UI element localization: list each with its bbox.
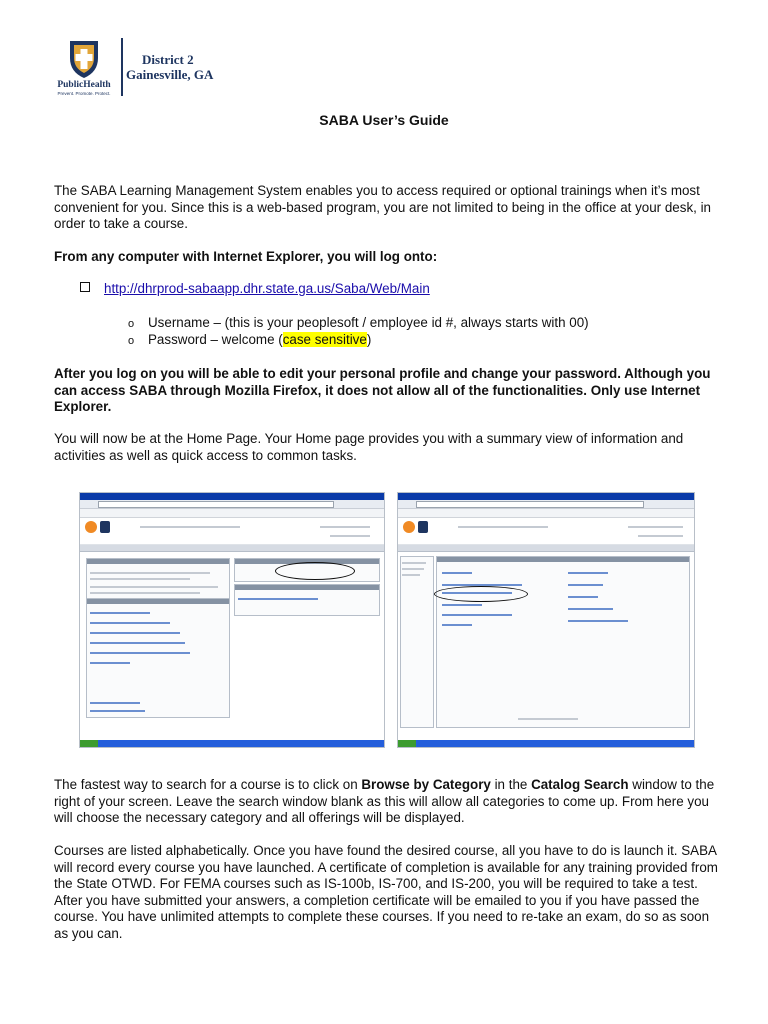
home-page-paragraph: You will now be at the Home Page. Your Home page provides you with a summary view of information and activities as well as quick access to common tasks. <box>54 431 684 463</box>
shield-icon <box>50 38 118 82</box>
header-divider <box>121 38 123 96</box>
public-health-logo <box>50 38 118 98</box>
login-url-link[interactable]: http://dhrprod-sabaapp.dhr.state.ga.us/Saba/Web/Main <box>104 281 430 296</box>
catalog-screenshot <box>397 492 695 748</box>
logo-name: PublicHealth <box>57 80 111 90</box>
district-label <box>126 52 213 82</box>
password-item <box>128 332 371 347</box>
login-url-item <box>80 281 430 296</box>
search-paragraph <box>54 777 726 827</box>
circle-bullet-icon: o <box>128 335 135 347</box>
document-header <box>50 38 310 98</box>
search-text-3: window to the right of your screen. Leave the search window blank as this will allow all categories to come up. From here you will choose the necessary category and all offerings will be displayed. <box>54 777 715 825</box>
courses-paragraph: Courses are listed alphabetically. Once you have found the desired course, all you have to do is launch it. SABA will record every course you have launched. A certificate of completion is available for any training provided from the State OTWD. For FEMA courses such as IS-100b, IS-700, and IS-200, you will be required to take a test. After you have submitted your answers, a completion certificate will be emailed to you if you have passed the course. You have unlimited attempts to complete these courses. If you need to re-take an exam, do so as soon as you can. <box>54 843 718 941</box>
case-sensitive-highlight: case sensitive <box>282 332 367 347</box>
password-prefix: Password – welcome ( <box>148 332 283 347</box>
username-item <box>128 315 589 330</box>
home-page-screenshot <box>79 492 385 748</box>
search-text-2: in the <box>490 777 532 792</box>
circle-bullet-icon: o <box>128 318 135 330</box>
after-login-paragraph: After you log on you will be able to edit your personal profile and change your password. Although you can access SABA through Mozilla Firefox, it does not allow all of the functionalities. Only use Internet Explorer. <box>54 366 711 414</box>
catalog-search-term: Catalog Search <box>531 777 629 792</box>
logo-tagline: Prevent. Promote. Protect. <box>57 90 111 96</box>
browse-by-category-term: Browse by Category <box>361 777 491 792</box>
checkbox-bullet-icon <box>80 282 90 292</box>
login-heading: From any computer with Internet Explorer, you will log onto: <box>54 249 438 264</box>
password-suffix: ) <box>366 332 372 347</box>
district-line1: District 2 <box>142 52 194 67</box>
username-text: Username – (this is your peoplesoft / employee id #, always starts with 00) <box>148 315 589 330</box>
search-text-1: The fastest way to search for a course is to click on <box>54 777 362 792</box>
district-line2: Gainesville, GA <box>126 67 214 82</box>
page-title: SABA User’s Guide <box>319 112 449 128</box>
intro-paragraph: The SABA Learning Management System enables you to access required or optional trainings when it’s most convenient for you. Since this is a web-based program, you are not limited to being in the office at your desk, in order to take a course. <box>54 183 712 231</box>
